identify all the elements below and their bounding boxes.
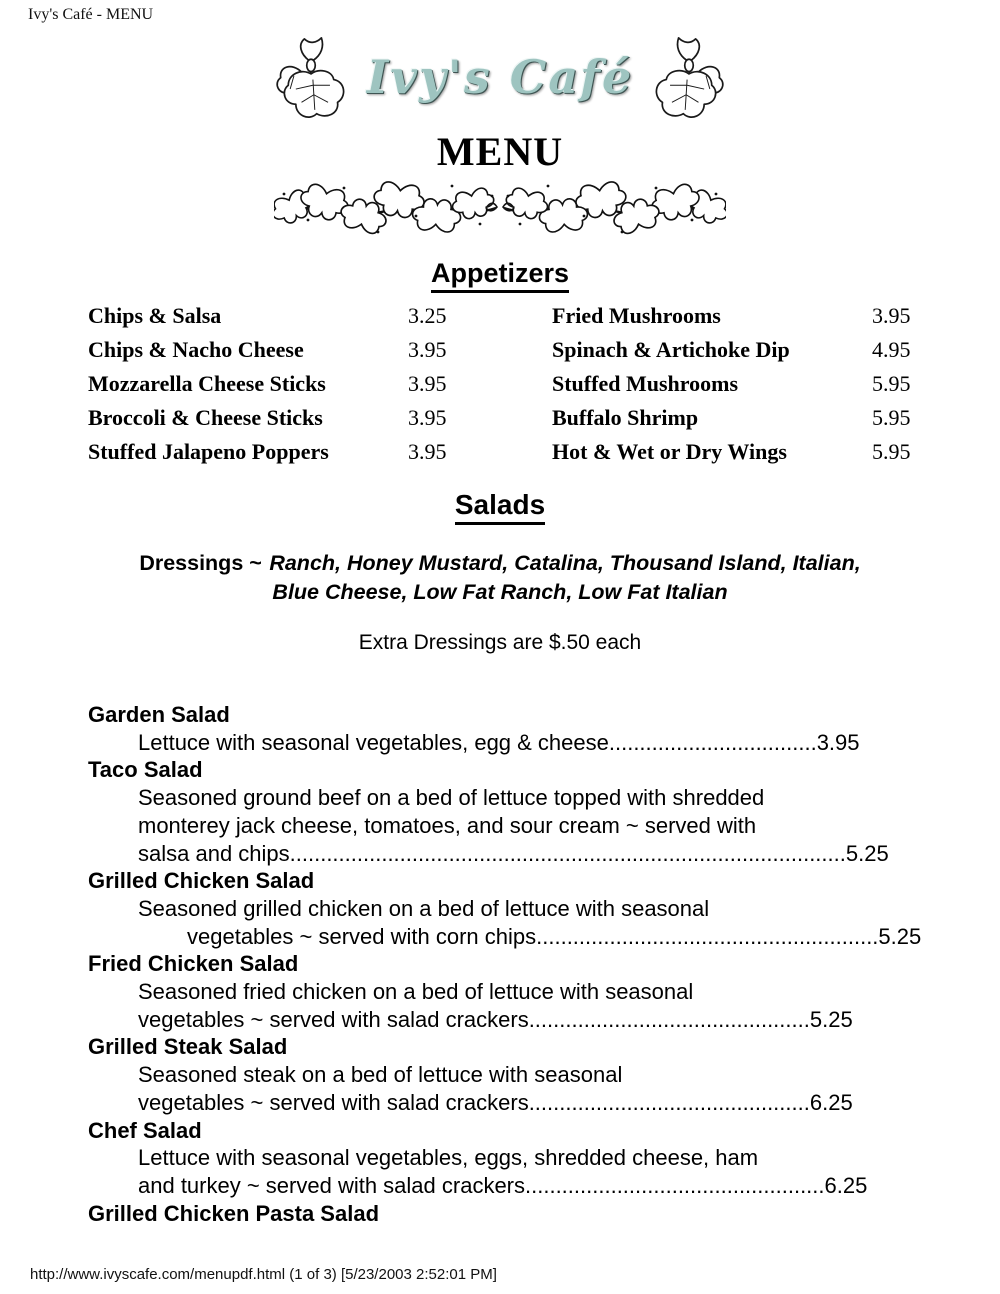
menu-item-name: Stuffed Mushrooms — [552, 371, 739, 396]
dressings-note — [0, 549, 1000, 607]
menu-item-price: 3.95 — [408, 405, 447, 430]
menu-item-price: 5.95 — [872, 439, 911, 464]
page-title: MENU — [436, 129, 564, 174]
salad-item-name: Fried Chicken Salad — [88, 951, 299, 977]
menu-item-name: Broccoli & Cheese Sticks — [88, 405, 323, 430]
vine-divider-icon — [274, 176, 726, 238]
dressings-line — [0, 549, 1000, 578]
list-item — [88, 756, 934, 867]
salad-item-description: Lettuce with seasonal vegetables, egg & cheese..................................3.95 — [138, 729, 860, 755]
menu-item-price: 4.95 — [872, 337, 911, 362]
table-row — [88, 299, 912, 333]
salads-list — [88, 701, 934, 1227]
menu-item-price: 5.95 — [872, 371, 911, 396]
menu-item-name: Mozzarella Cheese Sticks — [88, 371, 326, 396]
salad-item-description: Seasoned ground beef on a bed of lettuce topped with shredded — [138, 785, 765, 811]
salad-item-name: Grilled Steak Salad — [88, 1034, 288, 1060]
dressings-label: Dressings ~ — [139, 551, 262, 575]
list-item — [88, 1117, 934, 1200]
logo — [0, 34, 1000, 128]
appetizers-table — [88, 299, 912, 469]
ivy-leaf-icon — [651, 36, 727, 126]
salad-item-name: Chef Salad — [88, 1117, 202, 1143]
salad-item-description: Lettuce with seasonal vegetables, eggs, shredded cheese, ham — [138, 1145, 759, 1171]
salad-item-description: and turkey ~ served with salad crackers.................................................6.25 — [138, 1172, 868, 1198]
salad-item-description: vegetables ~ served with corn chips........................................................5.25 — [187, 923, 922, 949]
salad-item-name: Garden Salad — [88, 702, 230, 727]
salad-item-description: Seasoned steak on a bed of lettuce with seasonal — [138, 1062, 623, 1088]
menu-item-name: Buffalo Shrimp — [552, 405, 699, 430]
list-item — [88, 867, 934, 950]
table-row — [88, 435, 912, 469]
table-row — [88, 367, 912, 401]
menu-item-name: Chips & Nacho Cheese — [88, 337, 304, 362]
salad-item-description: monterey jack cheese, tomatoes, and sour cream ~ served with — [138, 812, 757, 838]
salad-item-name: Grilled Chicken Pasta Salad — [88, 1200, 380, 1226]
salads-section-heading: Salads — [0, 489, 1000, 525]
menu-item-price: 3.95 — [408, 371, 447, 396]
salad-item-name: Taco Salad — [88, 757, 203, 783]
menu-item-price: 3.25 — [408, 303, 447, 328]
menu-item-name: Fried Mushrooms — [552, 303, 721, 328]
appetizers-section-heading: Appetizers — [0, 258, 1000, 293]
document-header-title: Ivy's Café - MENU — [28, 6, 154, 23]
ivy-leaf-icon — [273, 36, 349, 126]
salad-item-description: vegetables ~ served with salad crackers..............................................6.25 — [138, 1089, 853, 1115]
menu-item-name: Hot & Wet or Dry Wings — [552, 439, 787, 464]
menu-item-name: Chips & Salsa — [88, 303, 222, 328]
menu-item-name: Stuffed Jalapeno Poppers — [88, 439, 329, 464]
menu-item-price: 3.95 — [408, 337, 447, 362]
extra-dressings-note: Extra Dressings are $.50 each — [358, 631, 642, 654]
list-item — [88, 950, 934, 1033]
dressings-list-line1: Ranch, Honey Mustard, Catalina, Thousand Island, Italian, — [269, 551, 861, 575]
list-item — [88, 1033, 934, 1116]
menu-item-price: 5.95 — [872, 405, 911, 430]
menu-item-price: 3.95 — [872, 303, 911, 328]
dressings-list-line2: Blue Cheese, Low Fat Ranch, Low Fat Italian — [272, 580, 728, 604]
salad-item-description: salsa and chips...........................................................................................5.25 — [138, 840, 889, 866]
salad-item-description: Seasoned fried chicken on a bed of lettuce with seasonal — [138, 979, 694, 1005]
menu-item-name: Spinach & Artichoke Dip — [552, 337, 790, 362]
table-row — [88, 333, 912, 367]
list-item — [88, 701, 934, 756]
menu-item-price: 3.95 — [408, 439, 447, 464]
salad-item-description: vegetables ~ served with salad crackers..............................................5.25 — [138, 1006, 853, 1032]
logo-text: Ivy's Café — [366, 50, 634, 104]
salad-item-description: Seasoned grilled chicken on a bed of lettuce with seasonal — [138, 895, 710, 921]
document-footer-url: http://www.ivyscafe.com/menupdf.html (1 of 3) [5/23/2003 2:52:01 PM] — [30, 1266, 497, 1283]
salad-item-name: Grilled Chicken Salad — [88, 868, 315, 894]
list-item — [88, 1200, 934, 1228]
table-row — [88, 401, 912, 435]
